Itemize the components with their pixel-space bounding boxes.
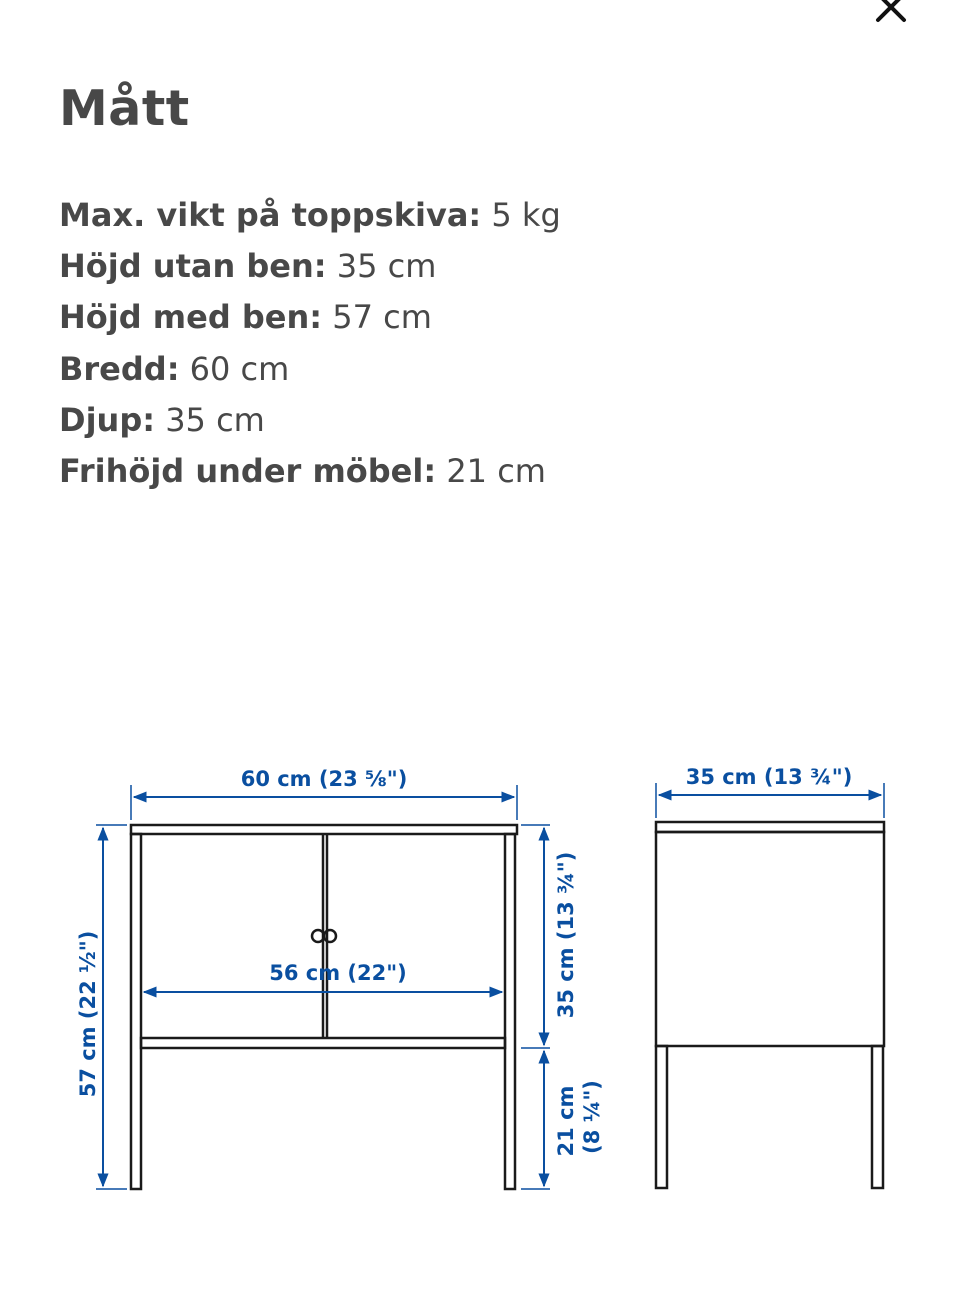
side-view-cabinet xyxy=(656,822,884,1188)
side-depth-label: 35 cm (13 ¾") xyxy=(685,765,853,789)
spec-list xyxy=(59,193,561,500)
side-left-leg xyxy=(656,1046,667,1188)
leg-height-label-line2: (8 ¼") xyxy=(580,1080,604,1154)
body-height-dimension xyxy=(521,825,578,1048)
side-depth-dimension xyxy=(656,765,884,818)
spec-value: 35 cm xyxy=(155,400,265,439)
spec-value: 21 cm xyxy=(436,451,546,490)
spec-label: Frihöjd under möbel: xyxy=(59,451,437,490)
side-top-board xyxy=(656,822,884,832)
side-body xyxy=(656,832,884,1046)
spec-label: Djup: xyxy=(59,400,156,439)
spec-width xyxy=(59,347,561,398)
dimension-drawing xyxy=(0,740,960,1210)
leg-height-label-line1: 21 cm xyxy=(554,1085,578,1157)
inner-width-label: 56 cm (22") xyxy=(269,961,407,985)
page-title: Mått xyxy=(59,80,190,137)
close-icon[interactable] xyxy=(866,0,918,38)
front-view-cabinet xyxy=(131,825,517,1189)
spec-height-with-legs xyxy=(59,295,561,346)
total-height-dimension xyxy=(76,825,127,1189)
front-left-leg xyxy=(131,834,141,1189)
spec-label: Höjd med ben: xyxy=(59,298,323,337)
spec-value: 60 cm xyxy=(179,349,290,388)
spec-label: Max. vikt på toppskiva: xyxy=(59,196,482,234)
spec-depth xyxy=(59,398,561,449)
spec-label: Bredd: xyxy=(59,349,180,388)
spec-value: 57 cm xyxy=(322,298,432,337)
spec-value: 5 kg xyxy=(481,196,561,234)
total-height-label: 57 cm (22 ½") xyxy=(76,930,100,1098)
spec-height-without-legs xyxy=(59,244,561,295)
side-right-leg xyxy=(872,1046,883,1188)
front-width-label: 60 cm (23 ⅝") xyxy=(240,767,408,791)
spec-value: 35 cm xyxy=(326,247,437,286)
body-height-label: 35 cm (13 ¾") xyxy=(554,851,578,1019)
leg-height-dimension xyxy=(521,1051,604,1189)
front-top-board xyxy=(131,825,517,834)
front-width-dimension xyxy=(131,767,517,820)
spec-label: Höjd utan ben: xyxy=(59,247,327,286)
spec-clearance xyxy=(59,449,561,500)
spec-max-weight xyxy=(59,193,561,244)
front-bottom-shelf xyxy=(141,1038,505,1048)
front-right-leg xyxy=(505,834,515,1189)
